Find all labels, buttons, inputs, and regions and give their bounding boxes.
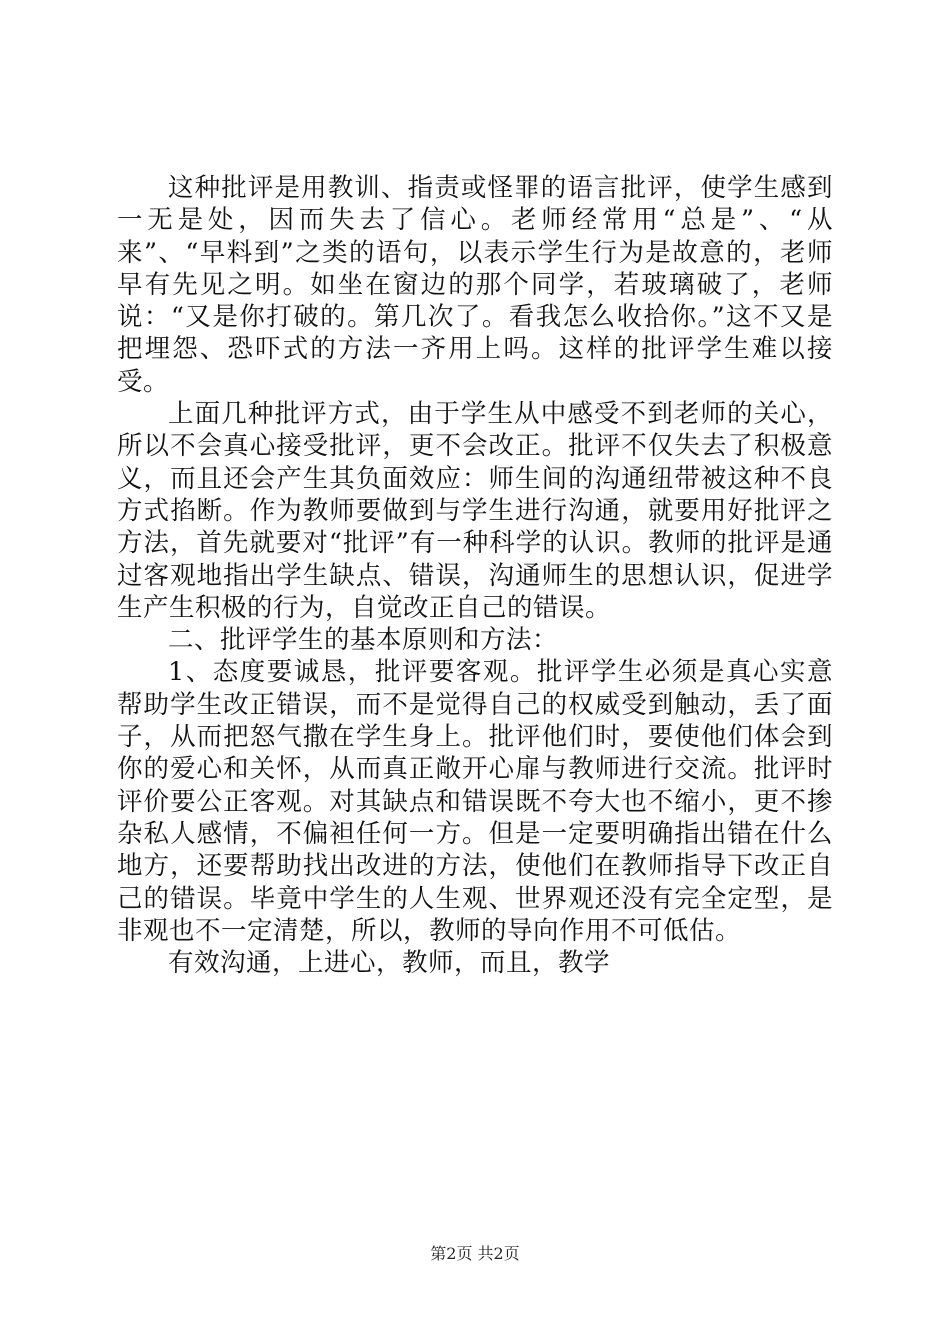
- section-heading-principles: 二、批评学生的基本原则和方法：: [168, 625, 559, 656]
- paragraph-principle-1: 1、态度要诚恳，批评要客观。批评学生必须是真心实意帮助学生改正错误，而不是觉得自己的权威受到触动，丢了面子，从而把怒气撒在学生身上。批评他们时，要使他们体会到你的爱心和关怀，从而真正敞开心扉与教师进行交流。批评时评价要公正客观。对其缺点和错误既不夸大也不缩小，更不掺杂私人感情，不偏袒任何一方。但是一定要明确指出错在什么地方，还要帮助找出改进的方法，使他们在教师指导下改正自己的错误。毕竟中学生的人生观、世界观还没有完全定型，是非观也不一定清楚，所以，教师的导向作用不可低估。: [117, 657, 833, 946]
- page-number-footer: 第2页 共2页: [430, 1244, 520, 1263]
- keywords-line: 有效沟通，上进心，教师，而且，教学: [168, 948, 611, 979]
- paragraph-criticism-effects: 上面几种批评方式，由于学生从中感受不到老师的关心，所以不会真心接受批评，更不会改正。批评不仅失去了积极意义，而且还会产生其负面效应：师生间的沟通纽带被这种不良方式掐断。作为教师要做到与学生进行沟通，就要用好批评之方法，首先就要对“批评”有一种科学的认识。教师的批评是通过客观地指出学生缺点、错误，沟通师生的思想认识，促进学生产生积极的行为，自觉改正自己的错误。: [117, 399, 833, 623]
- paragraph-criticism-blame: 这种批评是用教训、指责或怪罪的语言批评，使学生感到一无是处，因而失去了信心。老师经常用“总是”、“从来”、“早料到”之类的语句，以表示学生行为是故意的，老师早有先见之明。如坐在窗边的那个同学，若玻璃破了，老师说：“又是你打破的。第几次了。看我怎么收拾你。”这不又是把埋怨、恐吓式的方法一齐用上吗。这样的批评学生难以接受。: [117, 173, 833, 397]
- document-body: [117, 172, 833, 979]
